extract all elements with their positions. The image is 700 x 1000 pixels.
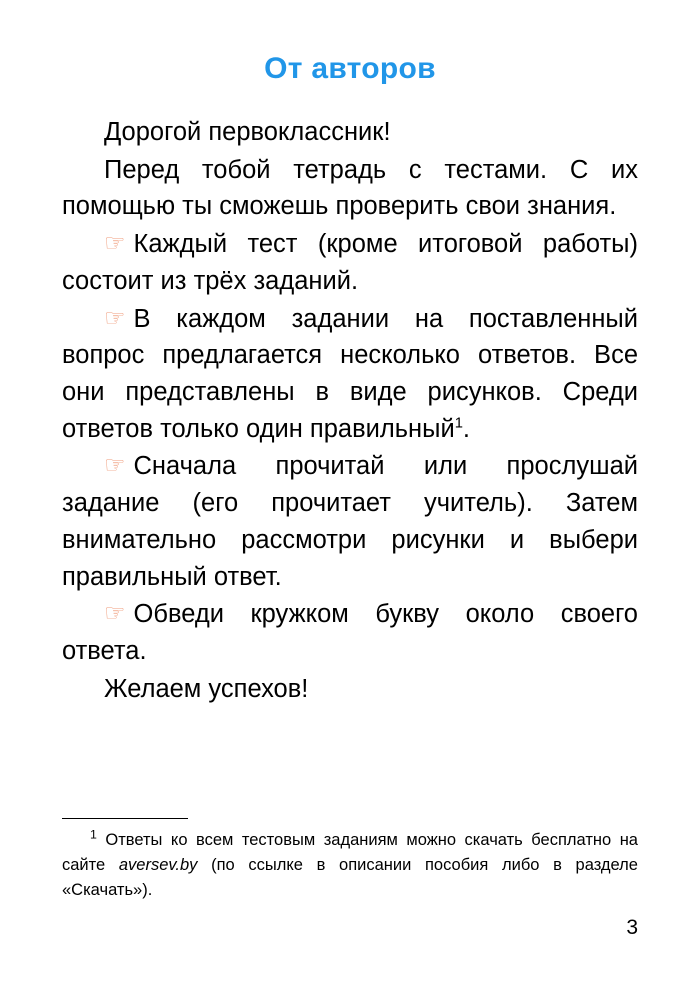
- paragraph-text-tail: .: [462, 414, 471, 443]
- paragraph-text: Сначала прочитай или прослушай задание (его прочитает учитель). Затем внимательно рассмотри рисунки и выбери правильный ответ.: [62, 452, 638, 591]
- pointing-hand-icon: ☞: [104, 452, 126, 480]
- paragraph-intro: [62, 152, 638, 225]
- paragraph-test-structure: [62, 226, 638, 299]
- paragraph-instructions-circle: [62, 596, 638, 669]
- paragraph-text: Дорогой первоклассник!: [104, 118, 391, 146]
- paragraph-answers-format: [62, 301, 638, 448]
- footnote-marker: 1: [90, 827, 97, 842]
- footnote-text-after: (по ссылке в описании пособия либо в разделе «Скачать»).: [62, 855, 638, 899]
- paragraph-text: В каждом задании на поставленный вопрос предлагается несколько ответов. Все они представлены в виде рисунков. Среди ответов только один правильный: [62, 304, 638, 443]
- footnote-section: [62, 818, 638, 902]
- pointing-hand-icon: ☞: [104, 230, 126, 258]
- pointing-hand-icon: ☞: [104, 600, 126, 628]
- paragraph-wish: [62, 671, 638, 708]
- footnote-divider: [62, 818, 188, 819]
- footnote-text: [62, 828, 638, 902]
- paragraph-text: Каждый тест (кроме итоговой работы) состоит из трёх заданий.: [62, 230, 638, 295]
- footnote-text-before: Ответы ко всем тестовым заданиям можно скачать бесплатно на сайте: [62, 831, 638, 874]
- footnote-site: aversev.by: [118, 855, 198, 874]
- body-text: [62, 114, 638, 708]
- paragraph-text: Обведи кружком букву около своего ответа.: [62, 600, 638, 666]
- paragraph-text: Желаем успехов!: [104, 674, 309, 703]
- paragraph-instructions-read: [62, 448, 638, 595]
- paragraph-text: Перед тобой тетрадь с тестами. С их помощью ты сможешь проверить свои знания.: [62, 155, 638, 221]
- pointing-hand-icon: ☞: [104, 304, 126, 332]
- page-title: От авторов: [264, 52, 436, 85]
- paragraph-greeting: [62, 114, 638, 151]
- page-number: 3: [626, 916, 638, 939]
- footnote-reference: 1: [454, 415, 463, 432]
